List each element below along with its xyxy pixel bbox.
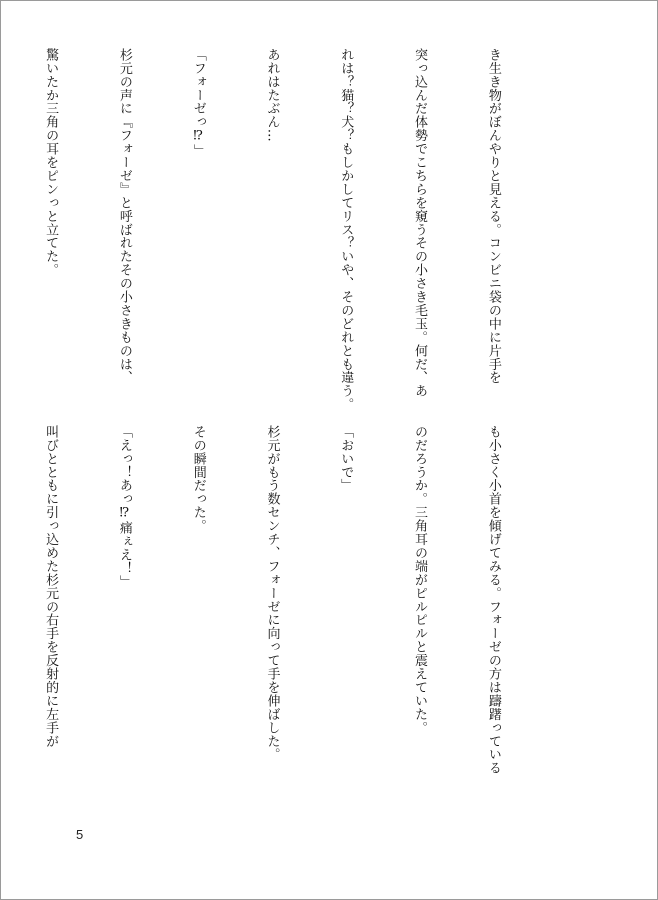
text-line: その瞬間だった。	[190, 425, 206, 533]
text-line: き生き物がぼんやりと見える。コンビニ袋の中に片手を	[485, 48, 501, 385]
text-line: 「おいで」	[338, 425, 354, 493]
text-line: 「フォーゼっ⁉」	[190, 48, 206, 158]
text-line: 杉元がもう数センチ、フォーゼに向って手を伸ばした。	[264, 425, 280, 762]
text-line: 驚いたか三角の耳をピンっと立てた。	[43, 48, 59, 277]
text-line: 叫びとともに引っ込めた杉元の右手を反射的に左手が	[43, 425, 59, 748]
text-line: 突っ込んだ体勢でこちらを窺うその小さき毛玉。何だ、あ	[412, 48, 428, 398]
page-number: 5	[76, 827, 84, 842]
lower-text-block	[43, 425, 554, 775]
text-line: 「えっ！あっ⁉痛ぇえ！」	[116, 425, 132, 589]
text-line: れは？猫？犬？もしかしてリス？いや、そのどれとも違う。	[338, 48, 354, 412]
text-line: あれはたぶん…	[264, 48, 280, 143]
text-line: のだろうか。三角耳の端がピルピルと震えていた。	[412, 425, 428, 735]
upper-text-block	[43, 48, 554, 412]
text-line: 杉元の声に『フォーゼ』と呼ばれたその小さきものは、	[116, 48, 132, 385]
text-line: も小さく小首を傾げてみる。フォーゼの方は躊躇っている	[485, 425, 501, 775]
